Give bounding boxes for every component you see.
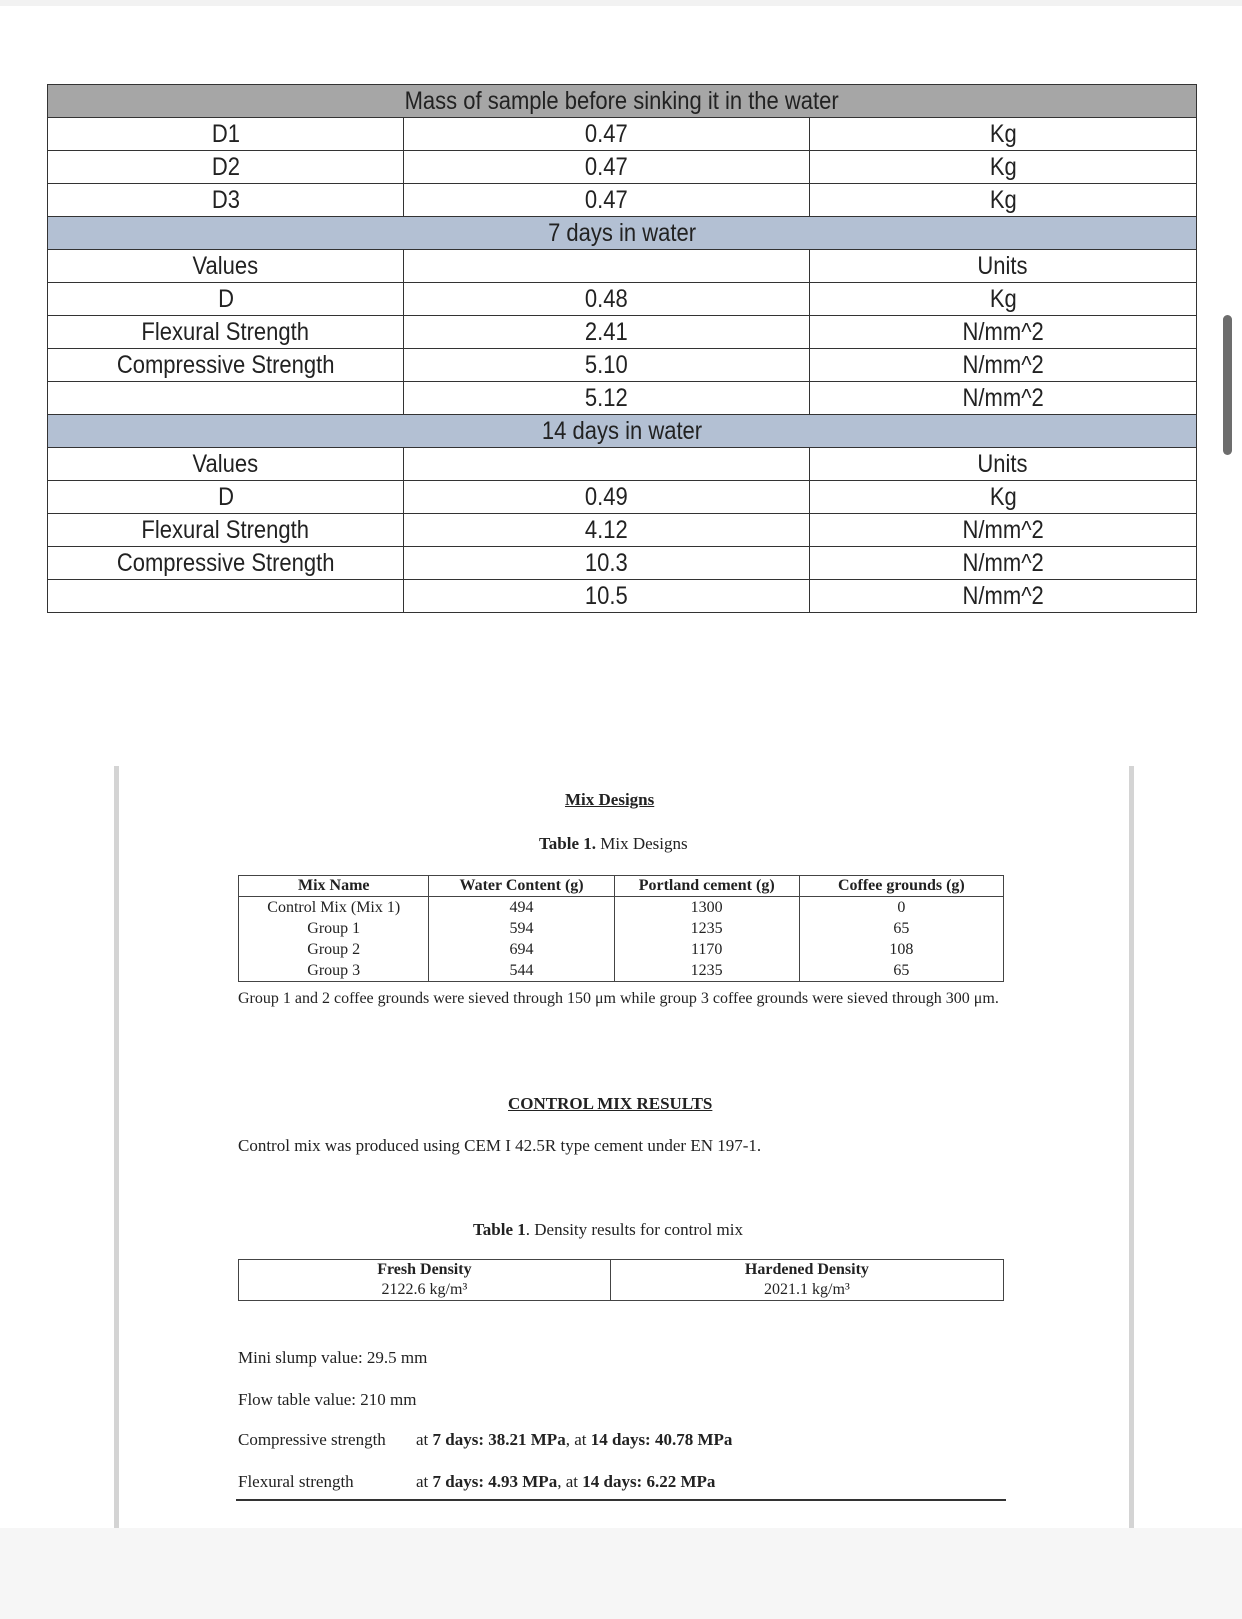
flexural-7-days: 7 days: 4.93 MPa — [432, 1472, 558, 1491]
table-cell: 0 — [799, 897, 1003, 919]
row-unit: Kg — [809, 184, 1196, 217]
table-cell: Group 3 — [239, 960, 429, 982]
row-label: D — [48, 481, 404, 514]
flexural-strength-label: Flexural strength — [238, 1472, 354, 1491]
caption-text: Mix Designs — [596, 834, 688, 853]
table-row — [48, 547, 1197, 580]
mini-slump-value: Mini slump value: 29.5 mm — [238, 1348, 428, 1367]
row-label — [48, 580, 404, 613]
table-cell: Group 2 — [239, 939, 429, 960]
table-header-row — [239, 1260, 1004, 1281]
fresh-density-value: 2122.6 kg/m³ — [239, 1280, 611, 1301]
mix-designs-title: Mix Designs — [565, 790, 655, 809]
caption-text: . Density results for control mix — [525, 1220, 743, 1239]
row-label: D3 — [48, 184, 404, 217]
table-row — [48, 184, 1197, 217]
hardened-density-label: Hardened Density — [610, 1260, 1003, 1281]
bottom-band — [0, 1528, 1242, 1619]
fresh-density-label: Fresh Density — [239, 1260, 611, 1281]
control-mix-intro: Control mix was produced using CEM I 42.5R type cement under EN 197-1. — [238, 1136, 762, 1155]
table-row — [48, 283, 1197, 316]
row-unit: Kg — [809, 481, 1196, 514]
table-row — [48, 514, 1197, 547]
compressive-strength-values — [416, 1430, 732, 1450]
control-mix-heading: CONTROL MIX RESULTS — [508, 1094, 713, 1113]
at-text: at — [416, 1472, 433, 1491]
row-value: 0.48 — [404, 283, 810, 316]
mass-header-row — [48, 85, 1197, 118]
row-label: Compressive Strength — [48, 349, 404, 382]
column-header: Coffee grounds (g) — [799, 876, 1003, 897]
table-row — [48, 448, 1197, 481]
table-row — [239, 939, 1004, 960]
table-row — [48, 349, 1197, 382]
column-header: Water Content (g) — [429, 876, 614, 897]
table-row — [239, 918, 1004, 939]
values-label: Values — [48, 448, 404, 481]
table-cell: 594 — [429, 918, 614, 939]
row-value: 0.49 — [404, 481, 810, 514]
row-value: 5.12 — [404, 382, 810, 415]
row-label: Flexural Strength — [48, 514, 404, 547]
table-row — [48, 118, 1197, 151]
mix-designs-table — [238, 875, 1004, 982]
fourteen-days-header-row — [48, 415, 1197, 448]
table-cell: 65 — [799, 960, 1003, 982]
bottom-rule — [236, 1499, 1006, 1501]
mix-table-caption — [539, 834, 688, 854]
table-cell: 1170 — [614, 939, 799, 960]
compressive-7-days: 7 days: 38.21 MPa — [432, 1430, 566, 1449]
row-label: D1 — [48, 118, 404, 151]
table-row — [239, 960, 1004, 982]
flow-table-value: Flow table value: 210 mm — [238, 1390, 417, 1409]
sample-results-table — [47, 84, 1197, 613]
row-value: 0.47 — [404, 118, 810, 151]
flexural-14-days: 14 days: 6.22 MPa — [582, 1472, 716, 1491]
sieve-note: Group 1 and 2 coffee grounds were sieved through 150 μm while group 3 coffee grounds were sieved through 300 μm. — [238, 990, 999, 1007]
table-header-row — [239, 876, 1004, 897]
table-cell: 694 — [429, 939, 614, 960]
at-text: at — [416, 1430, 433, 1449]
caption-number: Table 1 — [473, 1220, 526, 1239]
row-unit: Kg — [809, 151, 1196, 184]
table-cell: 65 — [799, 918, 1003, 939]
table-cell: Group 1 — [239, 918, 429, 939]
row-unit: N/mm^2 — [809, 514, 1196, 547]
row-unit: N/mm^2 — [809, 316, 1196, 349]
row-value: 10.5 — [404, 580, 810, 613]
empty-cell — [404, 448, 810, 481]
table-cell: 1235 — [614, 918, 799, 939]
flexural-strength-values — [416, 1472, 715, 1492]
row-label: D2 — [48, 151, 404, 184]
row-label: Compressive Strength — [48, 547, 404, 580]
mass-header: Mass of sample before sinking it in the water — [48, 85, 1197, 118]
row-unit: N/mm^2 — [809, 580, 1196, 613]
table-row — [48, 382, 1197, 415]
row-unit: Kg — [809, 283, 1196, 316]
table-cell: 1235 — [614, 960, 799, 982]
caption-number: Table 1. — [539, 834, 597, 853]
table-row — [239, 1280, 1004, 1301]
row-value: 5.10 — [404, 349, 810, 382]
table-cell: 494 — [429, 897, 614, 919]
hardened-density-value: 2021.1 kg/m³ — [610, 1280, 1003, 1301]
table-cell: 108 — [799, 939, 1003, 960]
table-cell: Control Mix (Mix 1) — [239, 897, 429, 919]
separator-text: , at — [565, 1430, 591, 1449]
density-table — [238, 1259, 1004, 1301]
row-value: 0.47 — [404, 184, 810, 217]
table-row — [239, 897, 1004, 919]
row-value: 2.41 — [404, 316, 810, 349]
row-unit: N/mm^2 — [809, 349, 1196, 382]
row-value: 10.3 — [404, 547, 810, 580]
row-unit: Kg — [809, 118, 1196, 151]
row-unit: N/mm^2 — [809, 382, 1196, 415]
table-cell: 1300 — [614, 897, 799, 919]
row-value: 0.47 — [404, 151, 810, 184]
scrollbar-thumb[interactable] — [1223, 315, 1232, 455]
table-row — [48, 151, 1197, 184]
row-value: 4.12 — [404, 514, 810, 547]
table-row — [48, 481, 1197, 514]
separator-text: , at — [557, 1472, 583, 1491]
row-label: Flexural Strength — [48, 316, 404, 349]
seven-days-header-row — [48, 217, 1197, 250]
empty-cell — [404, 250, 810, 283]
density-table-caption — [473, 1220, 743, 1240]
units-label: Units — [809, 448, 1196, 481]
compressive-strength-label: Compressive strength — [238, 1430, 386, 1449]
row-label: D — [48, 283, 404, 316]
compressive-14-days: 14 days: 40.78 MPa — [590, 1430, 733, 1449]
table-row — [48, 316, 1197, 349]
values-label: Values — [48, 250, 404, 283]
column-header: Portland cement (g) — [614, 876, 799, 897]
units-label: Units — [809, 250, 1196, 283]
table-row — [48, 250, 1197, 283]
row-label — [48, 382, 404, 415]
column-header: Mix Name — [239, 876, 429, 897]
top-strip — [0, 0, 1242, 6]
row-unit: N/mm^2 — [809, 547, 1196, 580]
table-row — [48, 580, 1197, 613]
section-title: 14 days in water — [48, 415, 1197, 448]
table-cell: 544 — [429, 960, 614, 982]
section-title: 7 days in water — [48, 217, 1197, 250]
